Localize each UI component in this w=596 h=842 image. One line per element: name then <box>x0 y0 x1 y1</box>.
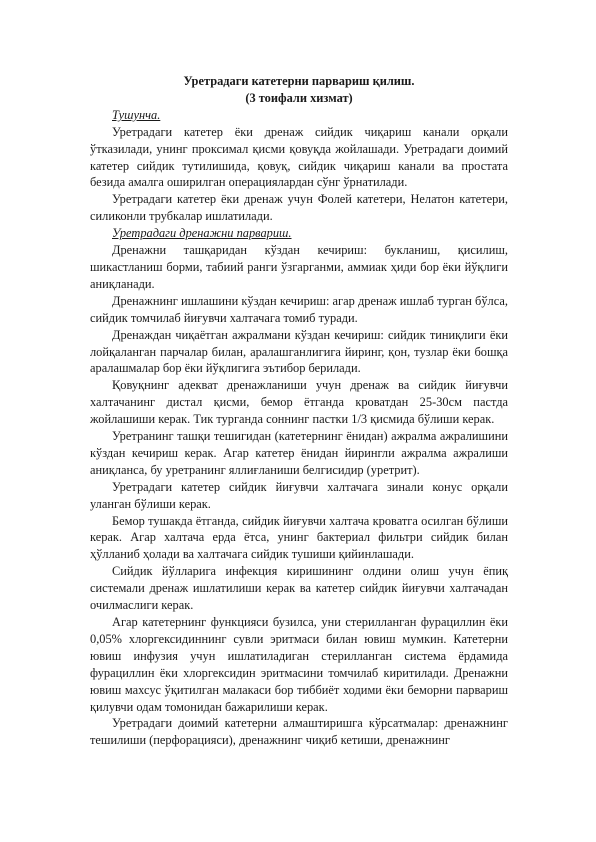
section-heading: Уретрадаги дренажни парвариш. <box>112 226 292 241</box>
paragraph: Дренажни ташқаридан кўздан кечириш: букланиш, қисилиш, шикастланиш борми, табиий ранги ўзгарганми, аммиак ҳиди бор ёки йўқлиги аниқланади. <box>90 243 508 291</box>
document-title: Уретрадаги катетерни парвариш қилиш. <box>183 74 415 88</box>
section-heading: Тушунча. <box>112 107 161 122</box>
paragraph: Бемор тушакда ётганда, сийдик йиғувчи халтача кроватга осилган бўлиши керак. Агар халтача ерда ётса, унинг бактериал фильтри сийдик билан ҳўлланиб ҳолади ва халтачага сийдик тушиши қийинлашади. <box>90 513 508 562</box>
paragraph: Дренажнинг ишлашини кўздан кечириш: агар дренаж ишлаб турган бўлса, сийдик томчилаб йиғувчи халтачага томиб туради. <box>90 293 508 325</box>
paragraph: Агар катетернинг функцияси бузилса, уни стерилланган фурациллин ёки 0,05% хлоргексидиннинг сувли эритмаси билан ювиш мумкин. Катетерни ювиш инфузия учун ишлатиладиган стерилланган система ёрдамида фурациллин ёки хлоргексидин эритмасини томчилаб киритилади. Дренажни ювиш махсус ўқитилган малакаси бор тиббиёт ходими ёки беморни парвариш қилувчи одам томонидан бажарилиши керак. <box>90 615 508 714</box>
paragraph: Қовуқнинг адекват дренажланиши учун дренаж ва сийдик йиғувчи халтачанинг дистал қисми, бемор ётганда кроватдан 25-30см пастда жойлашиши керак. Тик турганда соннинг пастки 1/3 қисмида бўлиши керак. <box>90 378 508 427</box>
paragraph: Уретранинг ташқи тешигидан (катетернинг ёнидан) ажралма ажралишини кўздан кечириш керак. Агар катетер ёнидан йирингли ажралма ажралиши аниқланса, бу уретранинг яллиғланиши белгисидир (уретрит). <box>90 429 508 477</box>
paragraph: Уретрадаги катетер ёки дренаж сийдик чиқариш канали орқали ўтказилади, унинг проксимал қисми қовуқда жойлашади. Уретрадаги доимий катетер сийдик тутилишида, қовуқ, сийдик чиқариш канали ва простата безида амалга оширилган операциялардан сўнг ўрнатилади. <box>90 124 508 190</box>
paragraph: Уретрадаги доимий катетерни алмаштиришга кўрсатмалар: дренажнинг тешилиши (перфорацияси), дренажнинг чиқиб кетиши, дренажнинг <box>90 716 508 748</box>
document-body <box>90 73 508 749</box>
paragraph: Дренаждан чиқаётган ажралмани кўздан кечириш: сийдик тиниқлиги ёки лойқаланган парчалар билан, аралашганлигига йиринг, қон, тузлар ёки бошқа аралашмалар бор ёки йўқлигига эътибор берилади. <box>90 327 508 376</box>
paragraph: Уретрадаги катетер ёки дренаж учун Фолей катетери, Нелатон катетери, силиконли трубкалар ишлатилади. <box>90 192 508 224</box>
document-subtitle: (3 тоифали хизмат) <box>245 90 353 105</box>
paragraph: Сийдик йўлларига инфекция киришининг олдини олиш учун ёпиқ системали дренаж ишлатилиши керак ва катетер сийдик йиғувчи халтачадан очилмаслиги керак. <box>90 564 508 613</box>
paragraph: Уретрадаги катетер сийдик йиғувчи халтачага зинали конус орқали уланган бўлиши керак. <box>90 479 508 511</box>
